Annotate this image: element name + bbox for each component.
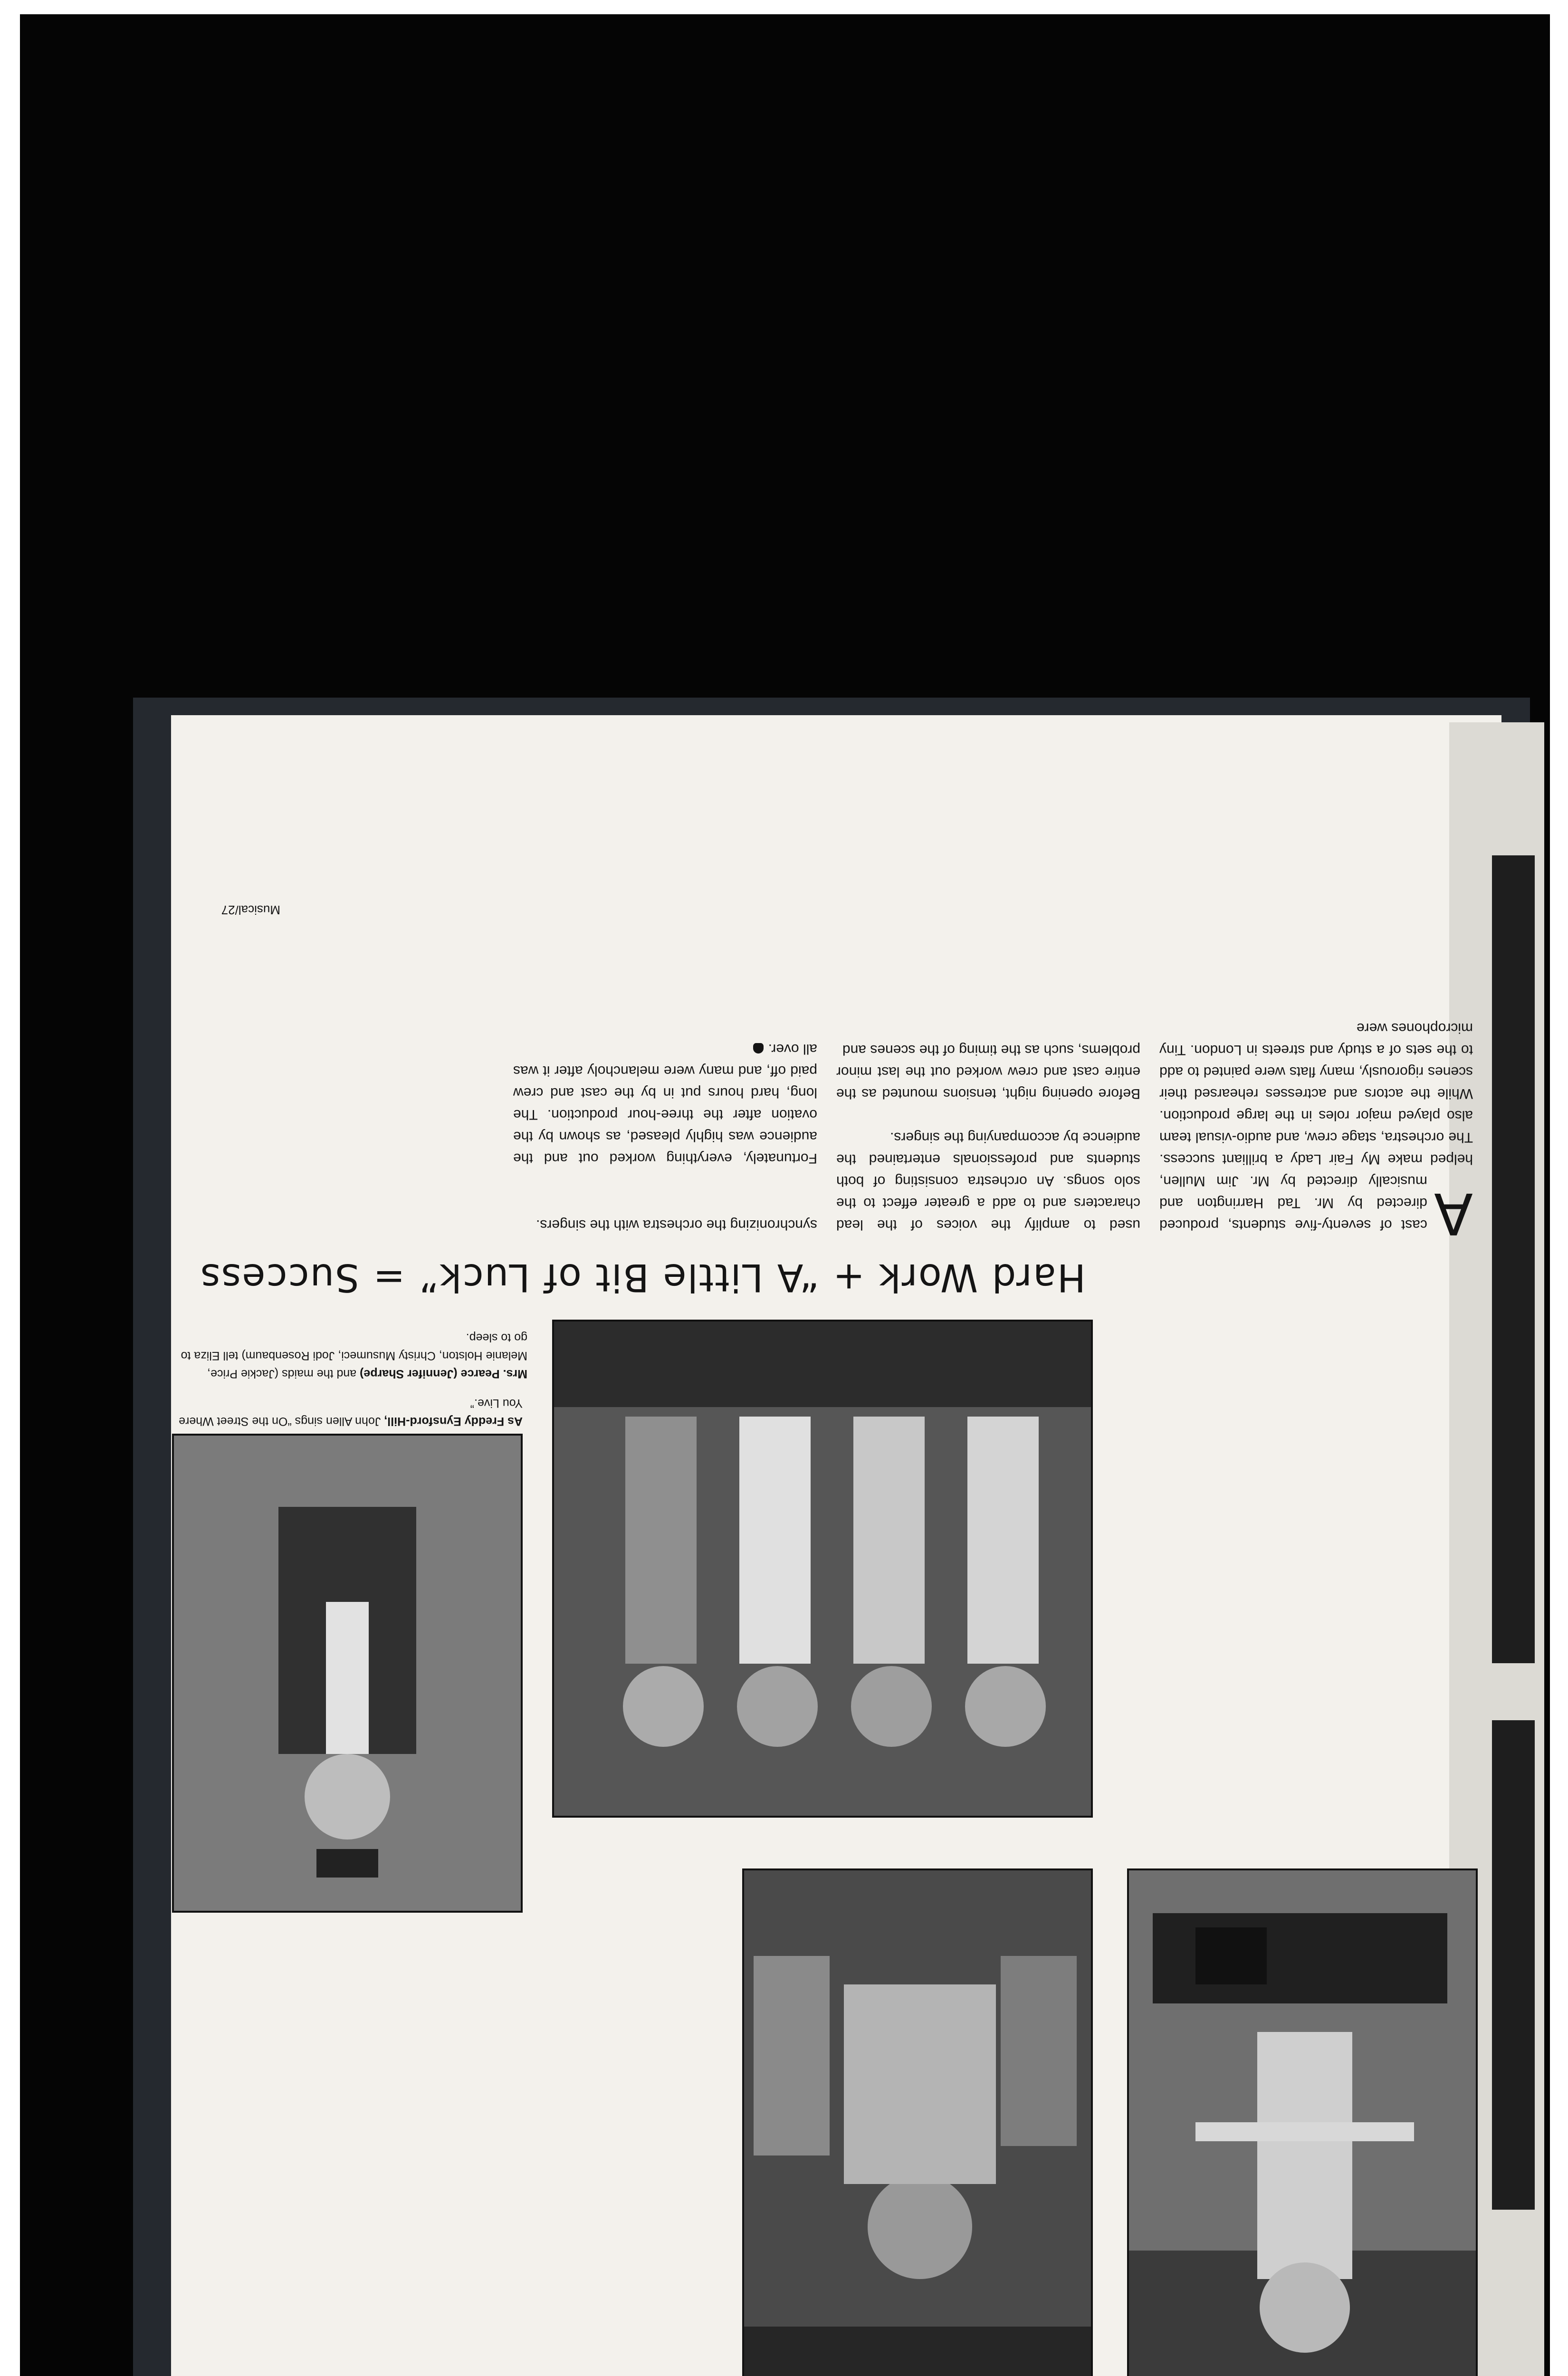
page-folio: Musical/27	[221, 903, 280, 917]
body-column-2b-text: Before opening night, tensions mounted as the entire cast and crew worked out the last minor problems, such as the timing of the scenes and	[836, 1042, 1140, 1102]
body-column-1-text: cast of seventy-five students, produced directed by Mr. Tad Harrington and musically directed by Mr. Jim Mullen, helped make My Fair Lady a brilliant success. The orchestra, stage crew, and audio-visual team also played major roles in the large production. While the actors and actresses rehearsed their scenes rigorously, many flats were painted to add to the sets of a study and streets in London. Tiny microphones were	[1159, 1020, 1473, 1233]
caption-freddy-text: John Allen sings “On the Street Where You Live.”	[179, 1397, 523, 1428]
end-mark-icon	[753, 1043, 764, 1054]
body-column-3	[513, 1214, 817, 1236]
caption-freddy	[176, 1394, 523, 1430]
drop-cap: A	[1434, 1180, 1473, 1246]
photo-freddy	[172, 1434, 523, 1913]
caption-maids-text: and the maids (Jackie Price, Melanie Holston, Christy Musumeci, Jodi Rosenbaum) tell Eliza to go to sleep.	[181, 1331, 527, 1380]
facing-page-photo-edge	[1492, 855, 1535, 1663]
facing-page-photo-edge-2	[1492, 1720, 1535, 2210]
photo-maids	[552, 1320, 1093, 1818]
printed-page-rotated	[171, 715, 1473, 2376]
body-column-4-text: Fortunately, everything worked out and the audience was highly pleased, as shown by the ovation after the three-hour production. The long, hard hours put in by the cast and crew paid off, and many were melancholy after it was all over.	[513, 1041, 817, 1166]
photo-doolittle	[742, 1868, 1093, 2376]
caption-maids	[176, 1329, 527, 1383]
body-column-1	[1159, 1017, 1473, 1246]
body-column-4	[513, 1038, 817, 1169]
body-column-2-text: used to amplify the voices of the lead characters and to add a greater effect to the solo songs. An orchestra consisting of both students and professionals entertained the audience by accompanying the singers.	[836, 1130, 1140, 1233]
article-headline: Hard Work + “A Little Bit of Luck” = Success	[199, 1255, 1086, 1300]
caption-freddy-lead: As Freddy Eynsford-Hill,	[384, 1415, 523, 1428]
caption-maids-lead: Mrs. Pearce (Jennifer Sharpe)	[360, 1367, 527, 1380]
body-column-3-text: synchronizing the orchestra with the singers.	[536, 1217, 817, 1233]
photo-orchestra-pit	[1127, 1868, 1478, 2376]
body-column-2	[836, 1039, 1140, 1236]
